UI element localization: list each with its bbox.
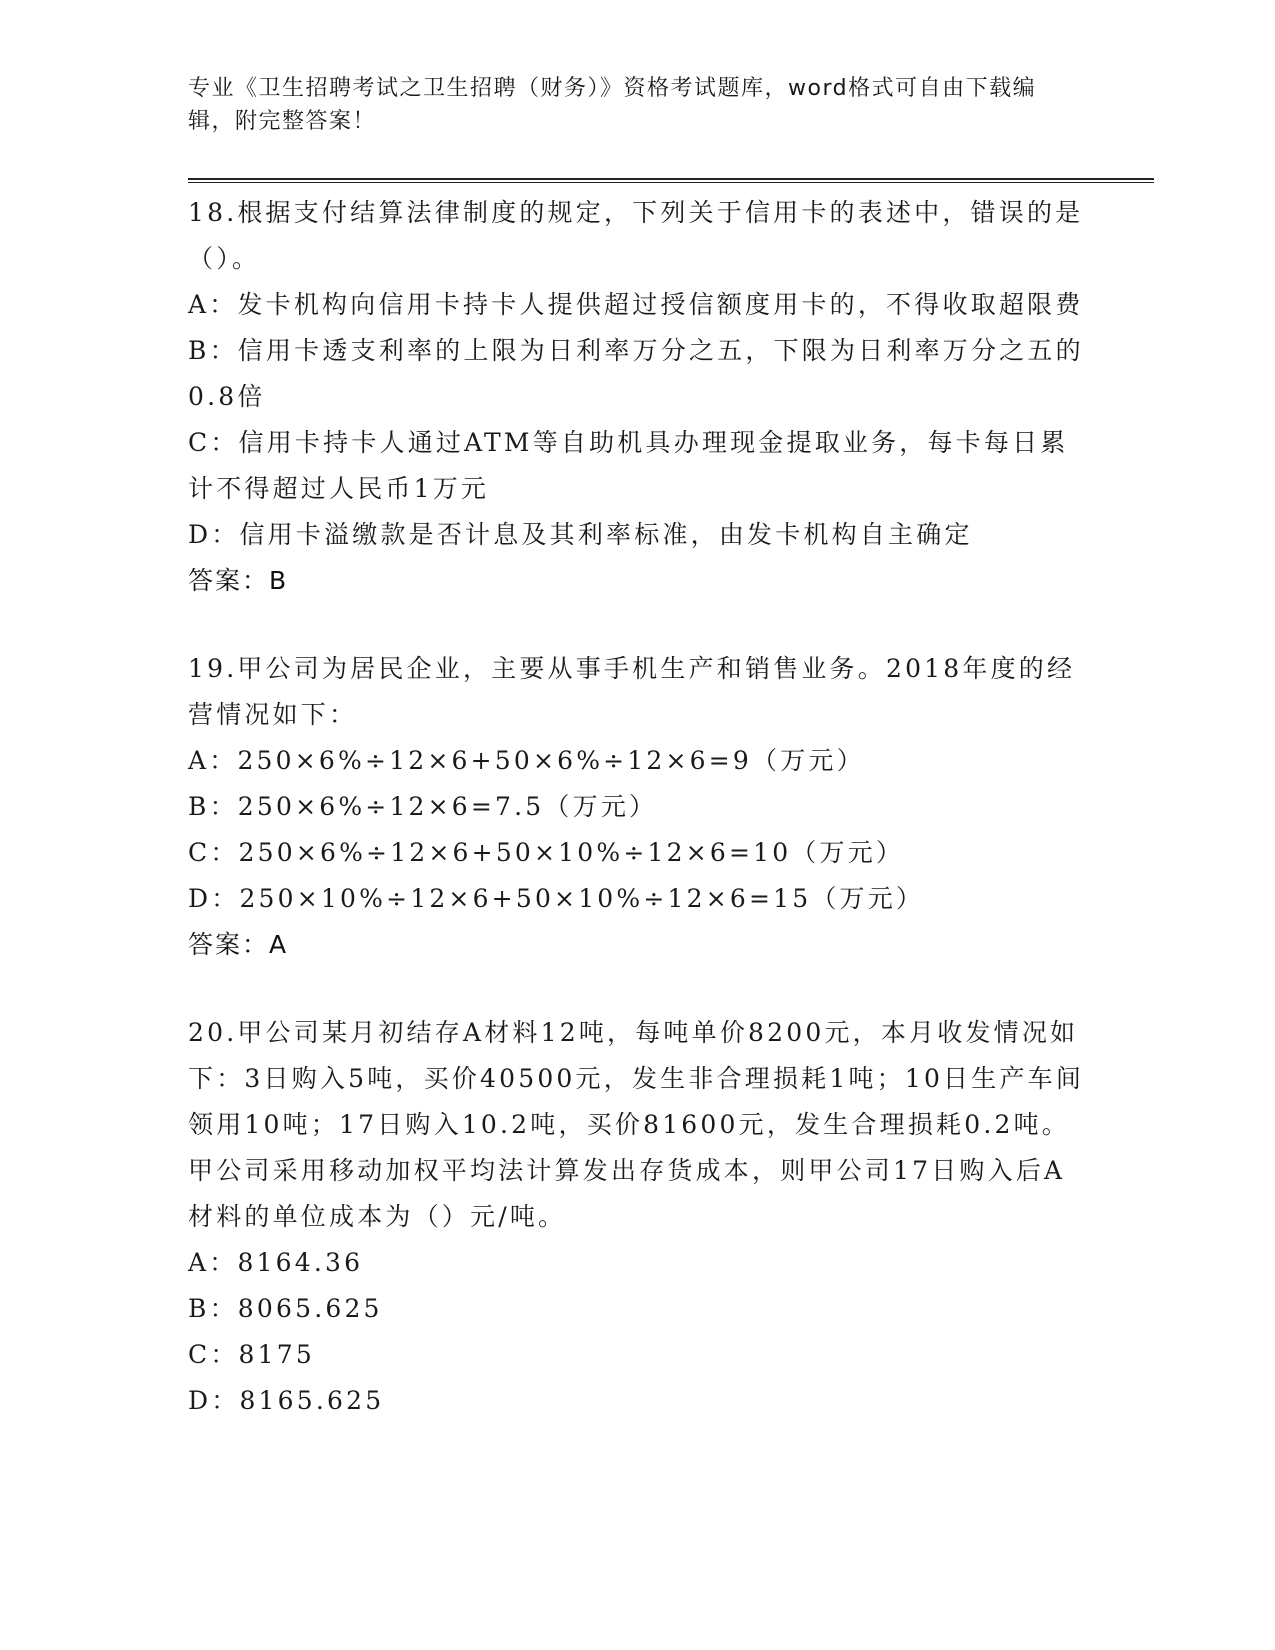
option-b: B：信用卡透支利率的上限为日利率万分之五，下限为日利率万分之五的0.8倍 <box>188 336 1084 411</box>
question-list <box>188 190 1088 1466</box>
option-d: D：8165.625 <box>188 1386 385 1415</box>
question-stem: 19.甲公司为居民企业，主要从事手机生产和销售业务。2018年度的经营情况如下： <box>188 654 1076 729</box>
option-a: A：8164.36 <box>188 1248 364 1277</box>
question-20 <box>188 1010 1088 1424</box>
option-b: B：250×6%÷12×6=7.5（万元） <box>188 792 658 821</box>
question-18 <box>188 190 1088 604</box>
option-a: A：250×6%÷12×6+50×6%÷12×6=9（万元） <box>188 746 865 775</box>
answer-label: 答案：B <box>188 566 289 595</box>
header-divider <box>188 178 1154 183</box>
answer-label: 答案：A <box>188 930 289 959</box>
question-stem: 18.根据支付结算法律制度的规定，下列关于信用卡的表述中，错误的是（）。 <box>188 198 1084 273</box>
option-c: C：8175 <box>188 1340 315 1369</box>
option-d: D：信用卡溢缴款是否计息及其利率标准，由发卡机构自主确定 <box>188 520 973 549</box>
option-d: D：250×10%÷12×6+50×10%÷12×6=15（万元） <box>188 884 925 913</box>
question-stem: 20.甲公司某月初结存A材料12吨，每吨单价8200元，本月收发情况如下：3日购入5吨，买价40500元，发生非合理损耗1吨；10日生产车间领用10吨；17日购入10.2吨，买价81600元，发生合理损耗0.2吨。甲公司采用移动加权平均法计算发出存货成本，则甲公司17日购入后A材料的单位成本为（）元/吨。 <box>188 1018 1085 1231</box>
option-c: C：250×6%÷12×6+50×10%÷12×6=10（万元） <box>188 838 905 867</box>
option-c: C：信用卡持卡人通过ATM等自助机具办理现金提取业务，每卡每日累计不得超过人民币1万元 <box>188 428 1069 503</box>
option-a: A：发卡机构向信用卡持卡人提供超过授信额度用卡的，不得收取超限费 <box>188 290 1084 319</box>
document-header: 专业《卫生招聘考试之卫生招聘（财务）》资格考试题库，word格式可自由下载编辑，附完整答案！ <box>188 76 1037 134</box>
option-b: B：8065.625 <box>188 1294 383 1323</box>
question-19 <box>188 646 1088 968</box>
